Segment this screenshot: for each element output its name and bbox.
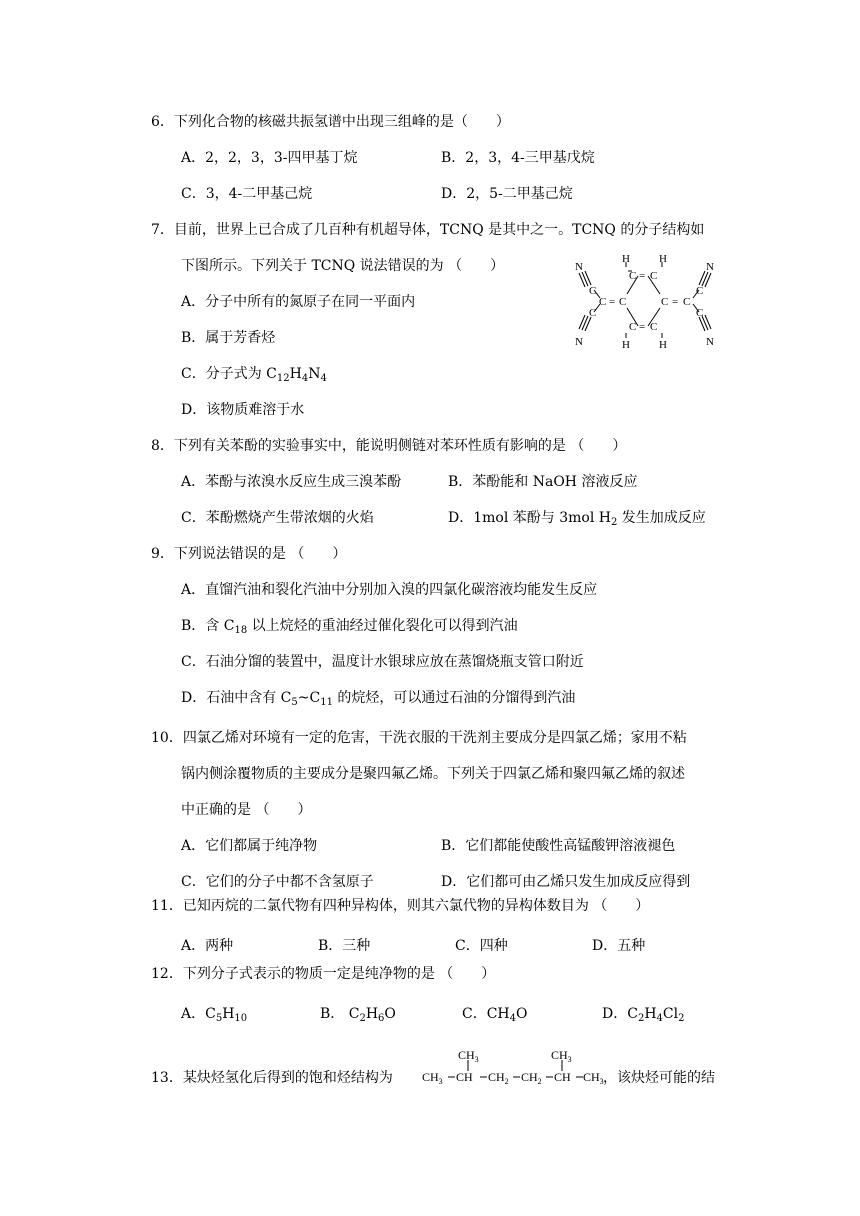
tcnq-atom-c: C [696, 307, 704, 319]
tcnq-bond-double: = [609, 296, 616, 308]
q10-stem-line2: 锅内侧涂覆物质的主要成分是聚四氟乙烯。下列关于四氯乙烯和聚四氟乙烯的叙述 [181, 766, 685, 782]
q12-stem: 12．下列分子式表示的物质一定是纯净物的是 （ ） [151, 966, 496, 982]
q13-stem-prefix: 13．某炔烃氢化后得到的饱和烃结构为 [151, 1070, 393, 1086]
tcnq-bond-double: = [639, 321, 646, 333]
q10-stem-line1: 10．四氯乙烯对环境有一定的危害，干洗衣服的干洗剂主要成分是四氯乙烯；家用不粘 [151, 730, 687, 746]
tcnq-atom-c: C [650, 270, 658, 282]
q10-option-b: B．它们都能使酸性高锰酸钾溶液褪色 [441, 838, 676, 854]
q10-option-a: A．它们都属于纯净物 [181, 838, 318, 854]
tcnq-bond-double: = [672, 296, 679, 308]
tcnq-atom-c: C [661, 296, 669, 308]
q12-option-c: C．$CH_4O$ [462, 1006, 528, 1024]
svg-text:CH2: $CH_2$ [521, 1070, 542, 1086]
q9-option-b: B．含 $C_{18}$ 以上烷烃的重油经过催化裂化可以得到汽油 [181, 618, 518, 636]
q11-option-b: B．三种 [318, 938, 371, 954]
q8-option-c: C．苯酚燃烧产生带浓烟的火焰 [181, 510, 374, 526]
tcnq-atom-c: C [589, 307, 597, 319]
q8-option-d: D．1mol 苯酚与 3mol $H_2$ 发生加成反应 [448, 510, 706, 528]
q6-option-d: D．2，5-二甲基己烷 [441, 186, 573, 202]
q8-stem: 8．下列有关苯酚的实验事实中，能说明侧链对苯环性质有影响的是 （ ） [151, 438, 627, 454]
q9-option-c: C．石油分馏的装置中，温度计水银球应放在蒸馏烧瓶支管口附近 [181, 654, 584, 670]
q12-option-a: A．$C_5H_{10}$ [181, 1006, 248, 1024]
q12-option-d: D．$C_2H_4Cl_2$ [602, 1006, 685, 1024]
q6-stem: 6．下列化合物的核磁共振氢谱中出现三组峰的是（ ） [151, 114, 510, 130]
tcnq-atom-c: C [696, 285, 704, 297]
q13-stem-suffix: ，该炔烃可能的结 [603, 1070, 715, 1086]
q6-option-c: C．3，4-二甲基己烷 [181, 186, 313, 202]
tcnq-atom-c: C [589, 285, 597, 297]
q7-option-c: C．分子式为 $C_{12}H_4N_4$ [181, 366, 327, 384]
q8-option-b: B．苯酚能和 NaOH 溶液反应 [448, 474, 638, 490]
tcnq-structure [570, 250, 720, 352]
q7-stem-line2: 下图所示。下列关于 TCNQ 说法错误的为 （ ） [181, 258, 505, 274]
tcnq-atom-n: N [706, 336, 714, 348]
tcnq-atom-h: H [622, 253, 630, 265]
svg-text:CH: CH [456, 1070, 473, 1084]
svg-text:CH: CH [554, 1070, 571, 1084]
q11-option-d: D．五种 [592, 938, 646, 954]
svg-text:CH3: $CH_3$ [422, 1070, 443, 1086]
q12-option-b: B． $C_2H_6O$ [320, 1006, 396, 1024]
svg-text:CH3: $CH_3$ [458, 1048, 479, 1064]
q7-stem-line1: 7．目前，世界上已合成了几百种有机超导体，TCNQ 是其中之一。TCNQ 的分子结构如 [151, 222, 705, 238]
q6-option-b: B．2，3，4-三甲基戊烷 [441, 150, 595, 166]
tcnq-atom-c: C [619, 296, 627, 308]
q10-option-c: C．它们的分子中都不含氢原子 [181, 874, 374, 890]
q7-option-d: D．该物质难溶于水 [181, 402, 305, 418]
tcnq-atom-h: H [622, 339, 630, 351]
q11-option-a: A．两种 [181, 938, 234, 954]
q9-option-d: D．石油中含有 $C_5\sim C_{11}$ 的烷烃，可以通过石油的分馏得到汽油 [181, 690, 576, 708]
q9-stem: 9．下列说法错误的是 （ ） [151, 546, 347, 562]
q10-option-d: D．它们都可由乙烯只发生加成反应得到 [441, 874, 691, 890]
q6-option-a: A．2，2，3，3-四甲基丁烷 [181, 150, 358, 166]
tcnq-atom-n: N [575, 336, 583, 348]
tcnq-atom-c: C [650, 321, 658, 333]
tcnq-atom-c: C [683, 296, 691, 308]
tcnq-atom-n: N [575, 261, 583, 273]
q9-option-a: A．直馏汽油和裂化汽油中分别加入溴的四氯化碳溶液均能发生反应 [181, 582, 598, 598]
tcnq-atom-h: H [659, 339, 667, 351]
q11-stem: 11．已知丙烷的二氯代物有四种异构体，则其六氯代物的异构体数目为 （ ） [151, 898, 650, 914]
svg-text:CH3: $CH_3$ [551, 1048, 572, 1064]
tcnq-atom-h: H [659, 253, 667, 265]
q11-option-c: C．四种 [455, 938, 508, 954]
svg-text:CH3: $CH_3$ [583, 1070, 604, 1086]
q8-option-a: A．苯酚与浓溴水反应生成三溴苯酚 [181, 474, 402, 490]
tcnq-atom-c: C [629, 321, 637, 333]
q7-option-a: A．分子中所有的氮原子在同一平面内 [181, 294, 416, 310]
tcnq-bond-double: = [639, 270, 646, 282]
q7-option-b: B．属于芳香烃 [181, 330, 276, 346]
svg-text:CH2: $CH_2$ [488, 1070, 509, 1086]
tcnq-atom-n: N [706, 261, 714, 273]
tcnq-atom-c: C [629, 270, 637, 282]
tcnq-atom-c: C [599, 296, 607, 308]
q10-stem-line3: 中正确的是 （ ） [181, 802, 312, 818]
q13-structure [420, 1045, 602, 1089]
